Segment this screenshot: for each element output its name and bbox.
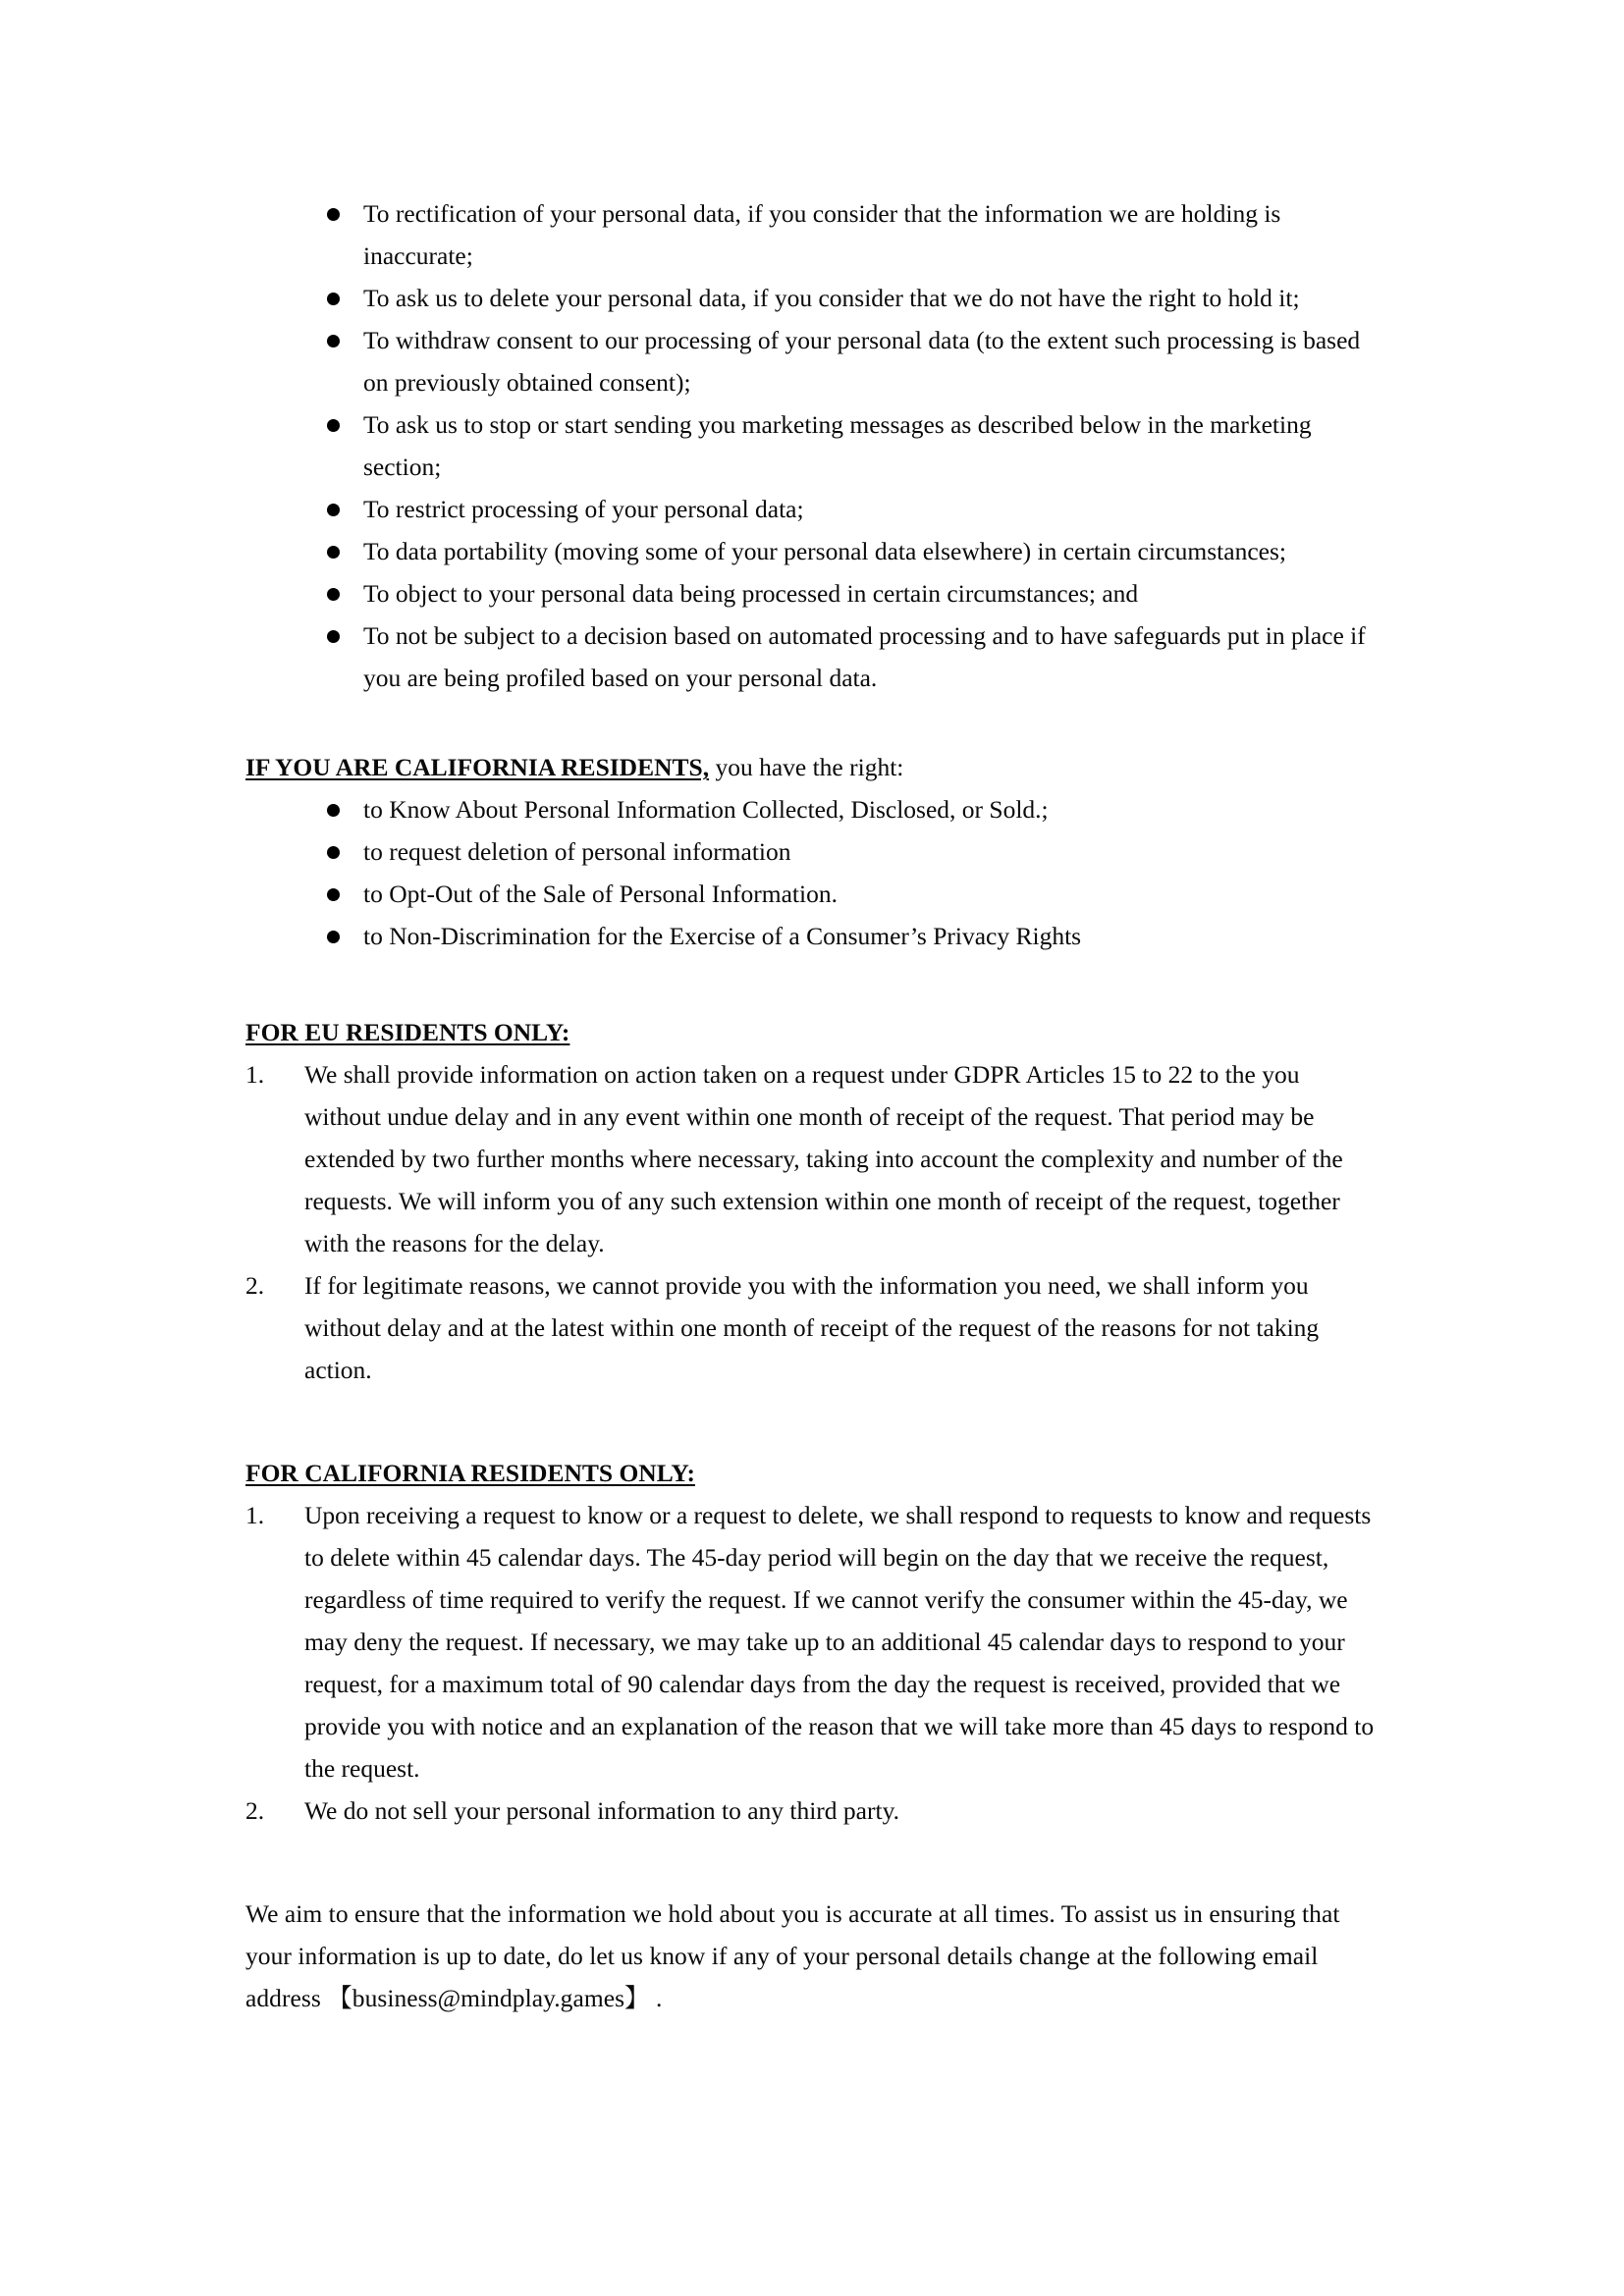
list-item (245, 572, 1377, 614)
california-rights-bullet-list (245, 788, 1377, 957)
california-residents-only-heading (245, 1452, 1377, 1494)
bullet-icon (326, 277, 340, 319)
list-item (245, 488, 1377, 530)
spacer (245, 1391, 1377, 1452)
list-item-text: We do not sell your personal information to any third party. (304, 1796, 900, 1825)
list-item (245, 277, 1377, 319)
heading-underlined-text: IF YOU ARE CALIFORNIA RESIDENTS, (245, 753, 710, 781)
list-item (245, 614, 1377, 699)
bullet-icon (326, 192, 340, 235)
list-item (245, 915, 1377, 957)
list-item-number: 2. (245, 1796, 265, 1825)
page-content (245, 192, 1377, 2019)
list-item-number: 1. (245, 1060, 265, 1089)
list-item (245, 830, 1377, 873)
eu-residents-numbered-list (245, 1053, 1377, 1391)
contact-email: 【business@mindplay.games】 (327, 1984, 650, 2012)
bullet-icon (326, 572, 340, 614)
closing-text-after-email: . (649, 1984, 663, 2012)
list-item-text: To data portability (moving some of your personal data elsewhere) in certain circumstances; (363, 537, 1286, 565)
list-item-text: To ask us to delete your personal data, if you consider that we do not have the right to hold it; (363, 284, 1300, 312)
list-item (245, 1789, 1377, 1832)
heading-plain-text: you have the right: (709, 753, 904, 781)
list-item-text: To not be subject to a decision based on automated processing and to have safeguards put in place if you are being profiled based on your personal data. (363, 621, 1366, 692)
closing-text-before-email: We aim to ensure that the information we hold about you is accurate at all times. To assist us in ensuring that your information is up to date, do let us know if any of your personal details change at the following email address (245, 1899, 1340, 2012)
heading-underlined-text: FOR CALIFORNIA RESIDENTS ONLY: (245, 1459, 695, 1487)
list-item-text: To restrict processing of your personal data; (363, 495, 804, 523)
list-item-text: To withdraw consent to our processing of your personal data (to the extent such processing is based on previously obtained consent); (363, 326, 1361, 397)
list-item (245, 873, 1377, 915)
list-item (245, 1264, 1377, 1391)
bullet-icon (326, 830, 340, 873)
list-item-text: to Opt-Out of the Sale of Personal Information. (363, 880, 838, 908)
bullet-icon (326, 788, 340, 830)
california-residents-numbered-list (245, 1494, 1377, 1832)
list-item-text: To object to your personal data being processed in certain circumstances; and (363, 579, 1139, 608)
list-item-text: Upon receiving a request to know or a request to delete, we shall respond to requests to know and requests to delete within 45 calendar days. The 45-day period will begin on the day that we receive the request, regardless of time required to verify the request. If we cannot verify the consumer within the 45-day, we may deny the request. If necessary, we may take up to an additional 45 calendar days to respond to your request, for a maximum total of 90 calendar days from the day the request is received, provided that we provide you with notice and an explanation of the reason that we will take more than 45 days to respond to the request. (304, 1501, 1375, 1783)
list-item (245, 788, 1377, 830)
list-item-text: To rectification of your personal data, if you consider that the information we are holding is inaccurate; (363, 199, 1281, 270)
list-item-number: 1. (245, 1501, 265, 1529)
spacer (245, 1832, 1377, 1893)
list-item-text: to Non-Discrimination for the Exercise of a Consumer’s Privacy Rights (363, 922, 1082, 950)
spacer (245, 699, 1377, 746)
bullet-icon (326, 530, 340, 572)
list-item (245, 192, 1377, 277)
spacer (245, 957, 1377, 1011)
list-item (245, 1494, 1377, 1789)
list-item (245, 403, 1377, 488)
list-item-text: to Know About Personal Information Collected, Disclosed, or Sold.; (363, 795, 1049, 824)
rights-bullet-list (245, 192, 1377, 699)
list-item-text: to request deletion of personal information (363, 837, 791, 866)
eu-residents-only-heading (245, 1011, 1377, 1053)
list-item-text: If for legitimate reasons, we cannot provide you with the information you need, we shall inform you without delay and at the latest within one month of receipt of the request of the reasons for not taking action. (304, 1271, 1320, 1384)
heading-underlined-text: FOR EU RESIDENTS ONLY: (245, 1018, 570, 1046)
list-item-number: 2. (245, 1271, 265, 1300)
bullet-icon (326, 873, 340, 915)
bullet-icon (326, 488, 340, 530)
list-item-text: We shall provide information on action taken on a request under GDPR Articles 15 to 22 to the you without undue delay and in any event within one month of receipt of the request. That period may be extended by two further months where necessary, taking into account the complexity and number of the requests. We will inform you of any such extension within one month of receipt of the request, together with the reasons for the delay. (304, 1060, 1343, 1257)
list-item (245, 530, 1377, 572)
california-residents-heading (245, 746, 1377, 788)
list-item (245, 1053, 1377, 1264)
list-item (245, 319, 1377, 403)
bullet-icon (326, 403, 340, 446)
list-item-text: To ask us to stop or start sending you marketing messages as described below in the marketing section; (363, 410, 1312, 481)
bullet-icon (326, 319, 340, 361)
bullet-icon (326, 614, 340, 657)
bullet-icon (326, 915, 340, 957)
closing-paragraph (245, 1893, 1377, 2019)
